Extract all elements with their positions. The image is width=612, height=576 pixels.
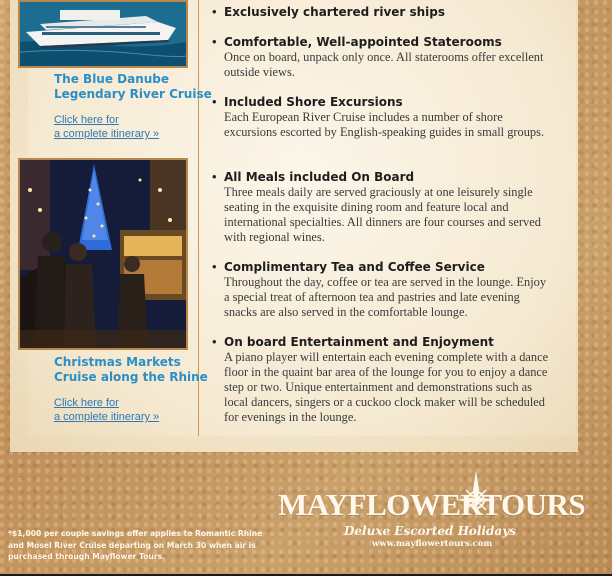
feature-description: Each European River Cruise includes a number of shore excursions escorted by English-speaking guides in small groups. — [224, 110, 545, 139]
christmas-market-illustration — [20, 160, 186, 348]
bullet-icon: • — [212, 34, 217, 49]
bullet-icon: • — [212, 4, 217, 19]
feature-title: Exclusively chartered river ships — [224, 5, 446, 19]
christmas-market-photo[interactable] — [18, 158, 188, 350]
feature-description: Throughout the day, coffee or tea are served in the lounge. Enjoy a special treat of afternoon tea and pastries and late evening snacks are also served in the comfortable lounge. — [224, 275, 547, 319]
bullet-icon: • — [212, 334, 217, 349]
brand-tagline: Deluxe Escorted Holidays — [344, 524, 516, 538]
cruise-title-line1: The Blue Danube — [54, 72, 170, 86]
feature-description: Once on board, unpack only once. All staterooms offer excellent outside views. — [224, 50, 544, 79]
feature-title: Included Shore Excursions — [224, 95, 403, 109]
itinerary-link-christmas-markets[interactable] — [54, 396, 159, 424]
itinerary-link-blue-danube[interactable] — [54, 113, 159, 141]
bullet-icon: • — [212, 259, 217, 274]
cruise-title-line2: Legendary River Cruise — [54, 87, 212, 101]
itinerary-link-line1: Click here for — [54, 397, 119, 409]
itinerary-link-line2: a complete itinerary » — [54, 128, 160, 140]
brand-url[interactable]: www.mayflowertours.com — [372, 539, 493, 549]
cruise-title-christmas-markets[interactable] — [54, 355, 208, 385]
cruise-title-line2: Cruise along the Rhine — [54, 370, 208, 384]
feature-description: Three meals daily are served graciously at one leisurely single seating in the exquisite dining room and feature local and international specialties. All dinners are four courses and served with regional wines. — [224, 185, 541, 244]
river-ship-photo[interactable] — [18, 0, 188, 68]
cruise-title-blue-danube[interactable] — [54, 72, 212, 102]
cruise-title-line1: Christmas Markets — [54, 355, 181, 369]
feature-title: All Meals included On Board — [224, 170, 415, 184]
feature-description: A piano player will entertain each evening complete with a dance floor in the quaint bar area of the lounge for you to enjoy a dance step or two. Unique entertainment and demonstrations such as local dancers, singers or a cuckoo clock maker will be scheduled for evenings in the lounge. — [224, 350, 549, 424]
savings-footnote: *$1,000 per couple savings offer applies to Romantic Rhine and Mosel River Cruise departing on March 30 when air is purchased through Mayflower Tours. — [8, 529, 263, 561]
feature-title: On board Entertainment and Enjoyment — [224, 335, 494, 349]
brand-name: MAYFLOWERTOURS — [278, 487, 586, 522]
itinerary-link-line2: a complete itinerary » — [54, 411, 160, 423]
feature-title: Complimentary Tea and Coffee Service — [224, 260, 485, 274]
mayflower-logo[interactable] — [278, 472, 586, 552]
bullet-icon: • — [212, 169, 217, 184]
itinerary-link-line1: Click here for — [54, 114, 119, 126]
river-ship-illustration — [20, 2, 186, 66]
bullet-icon: • — [212, 94, 217, 109]
feature-title: Comfortable, Well-appointed Staterooms — [224, 35, 502, 49]
